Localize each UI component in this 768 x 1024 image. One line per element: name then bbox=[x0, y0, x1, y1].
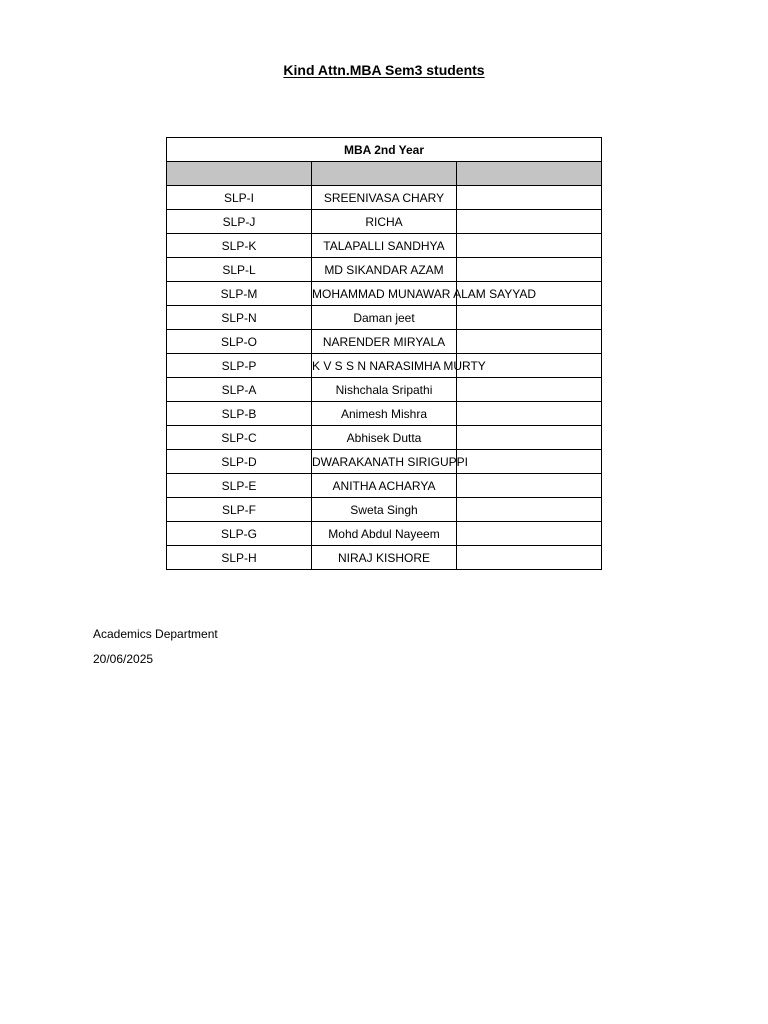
header-cell-code bbox=[167, 162, 312, 186]
student-code: SLP-O bbox=[167, 330, 312, 354]
student-name: Sweta Singh bbox=[312, 498, 457, 522]
empty-cell bbox=[457, 498, 602, 522]
student-name: TALAPALLI SANDHYA bbox=[312, 234, 457, 258]
table-caption-row bbox=[167, 138, 602, 162]
student-name: Animesh Mishra bbox=[312, 402, 457, 426]
document-date: 20/06/2025 bbox=[93, 652, 154, 666]
table-row bbox=[167, 354, 602, 378]
student-name: Mohd Abdul Nayeem bbox=[312, 522, 457, 546]
student-code: SLP-B bbox=[167, 402, 312, 426]
table-row bbox=[167, 186, 602, 210]
table-row bbox=[167, 378, 602, 402]
empty-cell bbox=[457, 234, 602, 258]
empty-cell bbox=[457, 258, 602, 282]
table-row bbox=[167, 498, 602, 522]
student-name: Daman jeet bbox=[312, 306, 457, 330]
student-code: SLP-J bbox=[167, 210, 312, 234]
page-title: Kind Attn.MBA Sem3 students bbox=[283, 62, 485, 78]
empty-cell bbox=[457, 546, 602, 570]
student-code: SLP-D bbox=[167, 450, 312, 474]
table-header-row bbox=[167, 162, 602, 186]
student-name: RICHA bbox=[312, 210, 457, 234]
empty-cell bbox=[457, 426, 602, 450]
table-row bbox=[167, 330, 602, 354]
student-code: SLP-H bbox=[167, 546, 312, 570]
empty-cell bbox=[457, 402, 602, 426]
student-code: SLP-N bbox=[167, 306, 312, 330]
empty-cell bbox=[457, 522, 602, 546]
table-row bbox=[167, 474, 602, 498]
student-name: Nishchala Sripathi bbox=[312, 378, 457, 402]
student-code: SLP-L bbox=[167, 258, 312, 282]
empty-cell bbox=[457, 450, 602, 474]
header-cell-extra bbox=[457, 162, 602, 186]
student-name: DWARAKANATH SIRIGUPPI bbox=[312, 450, 457, 474]
student-code: SLP-I bbox=[167, 186, 312, 210]
table-row bbox=[167, 426, 602, 450]
empty-cell bbox=[457, 474, 602, 498]
student-code: SLP-F bbox=[167, 498, 312, 522]
empty-cell bbox=[457, 306, 602, 330]
empty-cell bbox=[457, 330, 602, 354]
student-name: MOHAMMAD MUNAWAR ALAM SAYYAD bbox=[312, 282, 457, 306]
table-row bbox=[167, 282, 602, 306]
student-name: NIRAJ KISHORE bbox=[312, 546, 457, 570]
empty-cell bbox=[457, 378, 602, 402]
table-row bbox=[167, 450, 602, 474]
header-cell-name bbox=[312, 162, 457, 186]
student-code: SLP-C bbox=[167, 426, 312, 450]
student-name: NARENDER MIRYALA bbox=[312, 330, 457, 354]
table-row bbox=[167, 546, 602, 570]
table-row bbox=[167, 258, 602, 282]
student-code: SLP-A bbox=[167, 378, 312, 402]
student-name: ANITHA ACHARYA bbox=[312, 474, 457, 498]
student-code: SLP-E bbox=[167, 474, 312, 498]
student-name: MD SIKANDAR AZAM bbox=[312, 258, 457, 282]
empty-cell bbox=[457, 186, 602, 210]
student-name: K V S S N NARASIMHA MURTY bbox=[312, 354, 457, 378]
student-code: SLP-K bbox=[167, 234, 312, 258]
empty-cell bbox=[457, 210, 602, 234]
student-table-body bbox=[167, 138, 602, 570]
student-code: SLP-M bbox=[167, 282, 312, 306]
student-code: SLP-P bbox=[167, 354, 312, 378]
table-row bbox=[167, 522, 602, 546]
table-row bbox=[167, 402, 602, 426]
table-row bbox=[167, 234, 602, 258]
table-row bbox=[167, 306, 602, 330]
department-name: Academics Department bbox=[93, 627, 218, 641]
student-table bbox=[166, 137, 602, 570]
table-caption: MBA 2nd Year bbox=[167, 138, 602, 162]
student-name: SREENIVASA CHARY bbox=[312, 186, 457, 210]
student-code: SLP-G bbox=[167, 522, 312, 546]
table-row bbox=[167, 210, 602, 234]
student-name: Abhisek Dutta bbox=[312, 426, 457, 450]
